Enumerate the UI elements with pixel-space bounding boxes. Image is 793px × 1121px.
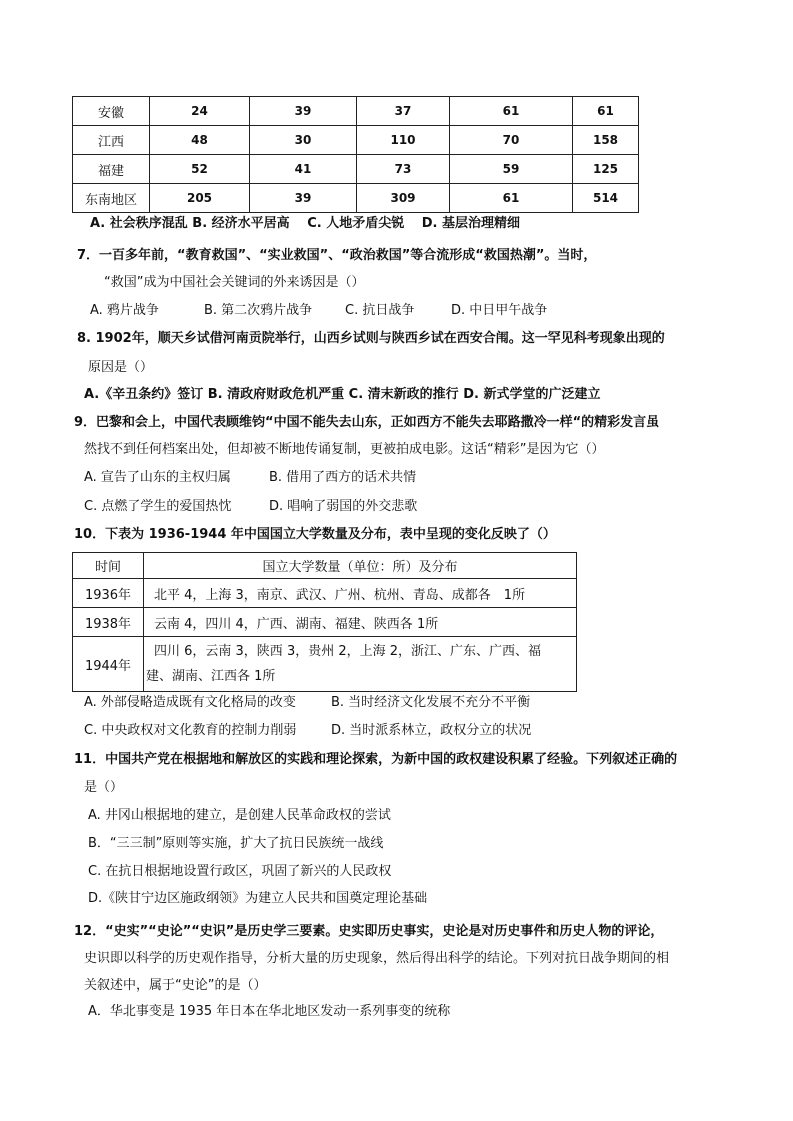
- q10-option-b[interactable]: B. 当时经济文化发展不充分不平衡: [331, 695, 531, 710]
- data-table-provinces: [72, 96, 639, 213]
- row-label: 江西: [73, 126, 150, 155]
- table-cell: 39: [250, 97, 357, 126]
- table-cell: 41: [250, 155, 357, 184]
- q9-stem-cont: 然找不到任何档案出处，但却被不断地传诵复制，更被拍成电影。这话“精彩”是因为它（）: [84, 442, 605, 457]
- table-cell: 52: [150, 155, 250, 184]
- table-cell: 110: [357, 126, 450, 155]
- table-row: [73, 155, 639, 184]
- q10-stem: 10．下表为 1936-1944 年中国国立大学数量及分布，表中呈现的变化反映了（）: [74, 527, 556, 542]
- row-label: 福建: [73, 155, 150, 184]
- q9-option-c[interactable]: C. 点燃了学生的爱国热忱: [84, 499, 232, 514]
- q11-option-a[interactable]: A. 井冈山根据地的建立，是创建人民革命政权的尝试: [88, 808, 391, 823]
- table-cell: 30: [250, 126, 357, 155]
- table-cell: 59: [450, 155, 573, 184]
- q7-stem-cont: “救国”成为中国社会关键词的外来诱因是（）: [104, 275, 365, 290]
- q7-option-c[interactable]: C. 抗日战争: [345, 303, 415, 318]
- q12-option-a[interactable]: A．华北事变是 1935 年日本在华北地区发动一系列事变的统称: [88, 1004, 451, 1019]
- table-row: [73, 637, 577, 692]
- table-row: [73, 126, 639, 155]
- table-cell: 514: [573, 184, 639, 213]
- q12-stem-cont-1: 史识即以科学的历史观作指导，分析大量的历史现象，然后得出科学的结论。下列对抗日战争期间的相: [84, 951, 670, 966]
- row-year: 1936年: [73, 579, 144, 608]
- q9-stem: 9．巴黎和会上，中国代表顾维钧“中国不能失去山东，正如西方不能失去耶路撒冷一样“的精彩发言虽: [74, 415, 660, 430]
- q11-option-b[interactable]: B．“三三制”原则等实施，扩大了抗日民族统一战线: [88, 836, 384, 851]
- q10-option-a[interactable]: A. 外部侵略造成既有文化格局的改变: [84, 695, 296, 710]
- table-cell: 70: [450, 126, 573, 155]
- q10-option-c[interactable]: C. 中央政权对文化教育的控制力削弱: [84, 723, 297, 738]
- table-cell: 61: [573, 97, 639, 126]
- university-distribution-table: [72, 552, 577, 692]
- row-distribution-line1: 四川 6，云南 3，陕西 3，贵州 2，上海 2，浙江、广东、广西、福: [154, 644, 542, 659]
- table-header-row: [73, 553, 577, 579]
- q7-option-b[interactable]: B. 第二次鸦片战争: [204, 303, 313, 318]
- q7-option-a[interactable]: A. 鸦片战争: [90, 303, 159, 318]
- row-label: 东南地区: [73, 184, 150, 213]
- table-row: [73, 608, 577, 637]
- table-cell: 125: [573, 155, 639, 184]
- table-cell: 205: [150, 184, 250, 213]
- table-cell: 61: [450, 97, 573, 126]
- row-distribution: [144, 637, 577, 692]
- table-cell: 24: [150, 97, 250, 126]
- table-cell: 73: [357, 155, 450, 184]
- table-cell: 61: [450, 184, 573, 213]
- row-distribution: 北平 4，上海 3，南京、武汉、广州、杭州、青岛、成都各 1所: [144, 579, 577, 608]
- q11-option-d[interactable]: D.《陕甘宁边区施政纲领》为建立人民共和国奠定理论基础: [88, 891, 428, 906]
- row-distribution: 云南 4，四川 4，广西、湖南、福建、陕西各 1所: [144, 608, 577, 637]
- table-row: [73, 579, 577, 608]
- q12-stem: 12．“史实”“史论”“史识”是历史学三要素。史实即历史事实，史论是对历史事件和历史人物的评论，: [74, 924, 664, 939]
- q7-option-d[interactable]: D. 中日甲午战争: [451, 303, 548, 318]
- table-cell: 48: [150, 126, 250, 155]
- q11-stem: 11．中国共产党在根据地和解放区的实践和理论探索，为新中国的政权建设积累了经验。下列叙述正确的: [74, 752, 678, 767]
- header-distribution: 国立大学数量（单位：所）及分布: [144, 553, 577, 579]
- table-cell: 39: [250, 184, 357, 213]
- table-cell: 158: [573, 126, 639, 155]
- table-cell: 309: [357, 184, 450, 213]
- q8-stem-cont: 原因是（）: [88, 360, 154, 375]
- q7-stem: 7．一百多年前，“教育救国”、“实业救国”、“政治救国”等合流形成“救国热潮”。当时，: [77, 248, 597, 263]
- header-time: 时间: [73, 553, 144, 579]
- q6-options: A. 社会秩序混乱 B. 经济水平居高 C. 人地矛盾尖锐 D. 基层治理精细: [90, 216, 520, 231]
- q9-option-d[interactable]: D. 唱响了弱国的外交悲歌: [269, 499, 418, 514]
- table-row: [73, 97, 639, 126]
- q12-stem-cont-2: 关叙述中，属于“史论”的是（）: [84, 978, 267, 993]
- q8-options: A.《辛丑条约》签订 B. 清政府财政危机严重 C. 清末新政的推行 D. 新式学堂的广泛建立: [84, 387, 601, 402]
- table-row: [73, 184, 639, 213]
- table-cell: 37: [357, 97, 450, 126]
- q10-option-d[interactable]: D. 当时派系林立，政权分立的状况: [331, 723, 532, 738]
- q9-option-b[interactable]: B. 借用了西方的话术共情: [269, 470, 417, 485]
- q8-stem: 8. 1902年，顺天乡试借河南贡院举行，山西乡试则与陕西乡试在西安合闱。这一罕见科考现象出现的: [77, 331, 665, 346]
- row-year: 1938年: [73, 608, 144, 637]
- q9-option-a[interactable]: A. 宣告了山东的主权归属: [84, 470, 231, 485]
- row-label: 安徽: [73, 97, 150, 126]
- q11-stem-cont: 是（）: [84, 780, 124, 795]
- q11-option-c[interactable]: C. 在抗日根据地设置行政区，巩固了新兴的人民政权: [88, 864, 392, 879]
- row-year: 1944年: [73, 637, 144, 692]
- row-distribution-line2: 建、湖南、江西各 1所: [146, 669, 276, 684]
